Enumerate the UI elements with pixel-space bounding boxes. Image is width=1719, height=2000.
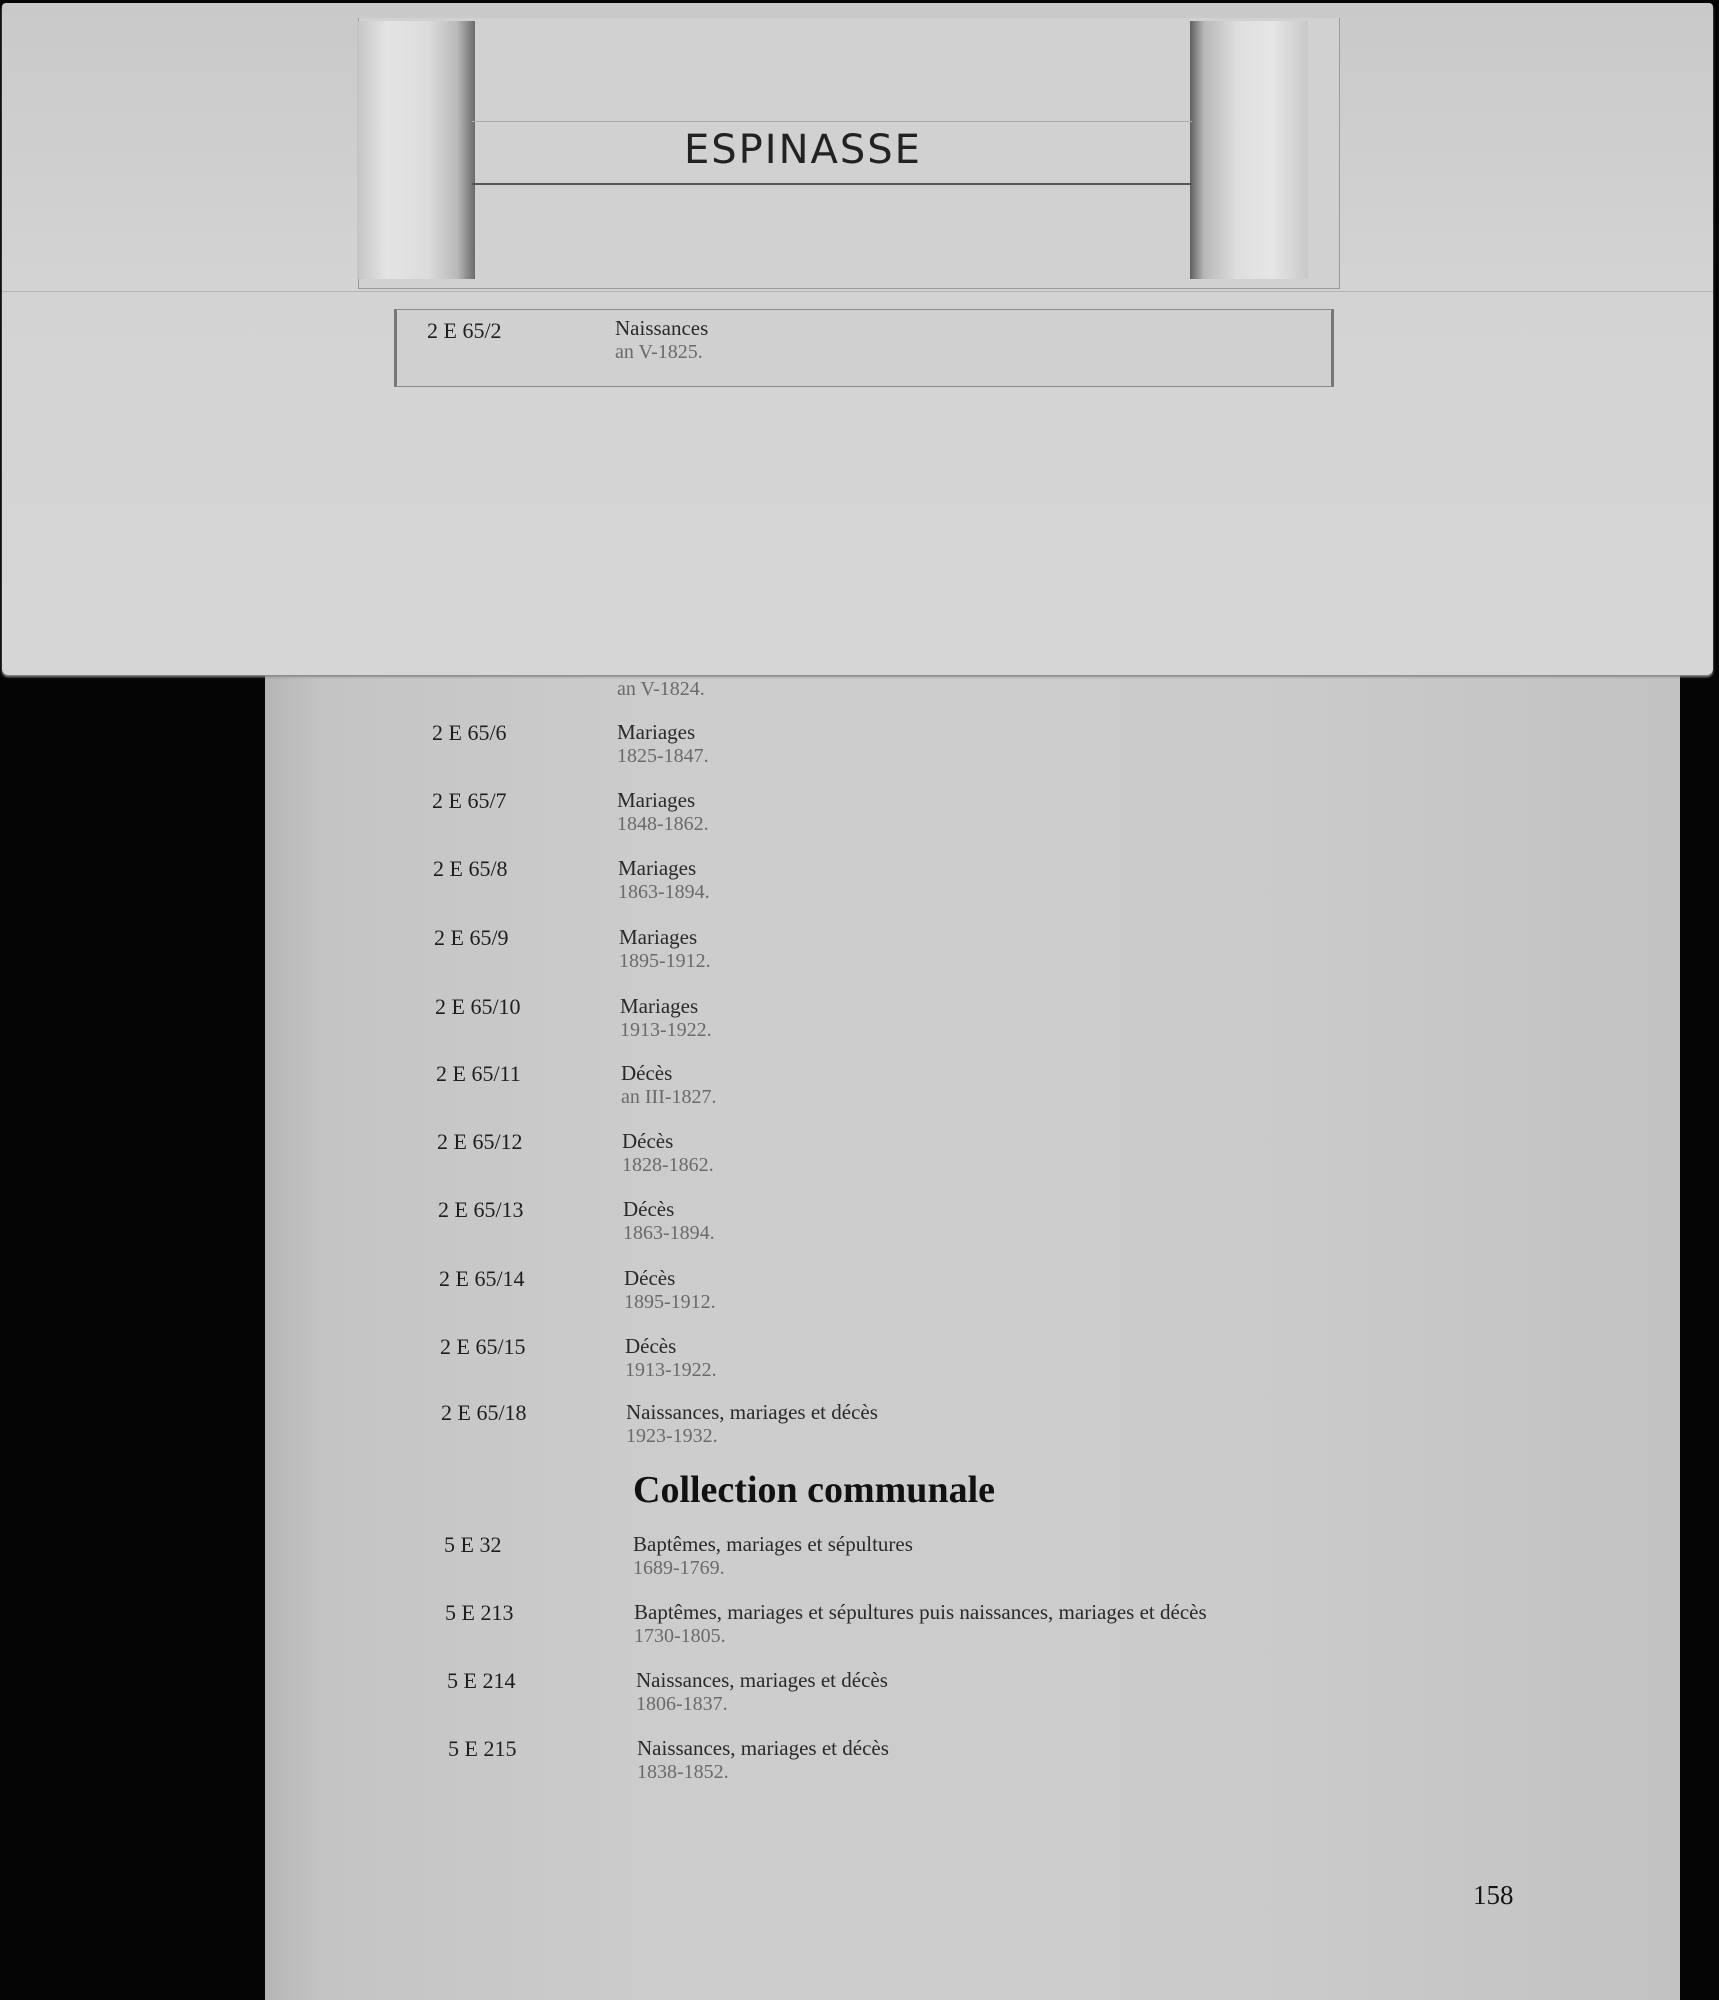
entry-dates: an V-1825. xyxy=(615,341,703,363)
entry-dates: 1730-1805. xyxy=(634,1625,726,1647)
entry-label: Décès xyxy=(624,1266,676,1290)
header-card xyxy=(2,3,1713,675)
entry-code: 2 E 65/13 xyxy=(438,1197,524,1222)
entry-label: Mariages xyxy=(619,925,698,949)
entry-label: Naissances, mariages et décès xyxy=(626,1400,878,1424)
entry-dates: 1913-1922. xyxy=(620,1019,712,1041)
entry-label: Décès xyxy=(623,1197,675,1221)
commune-title: ESPINASSE xyxy=(684,127,922,173)
card-divider xyxy=(2,291,1713,292)
entry-dates: 1863-1894. xyxy=(618,881,710,903)
tape-strip-right xyxy=(1190,21,1308,279)
title-rule-bottom xyxy=(472,183,1192,185)
entry-code: 5 E 215 xyxy=(448,1736,517,1761)
entry-dates: 1689-1769. xyxy=(633,1557,725,1579)
section-title: Collection communale xyxy=(633,1469,996,1511)
entry-dates: 1895-1912. xyxy=(624,1291,716,1313)
entry-code: 2 E 65/9 xyxy=(434,925,509,950)
entry-dates: 1848-1862. xyxy=(617,813,709,835)
entry-label: Baptêmes, mariages et sépultures xyxy=(633,1532,913,1556)
entry-code: 2 E 65/8 xyxy=(433,856,508,881)
entry-label: Décès xyxy=(625,1334,677,1358)
entry-code: 2 E 65/15 xyxy=(440,1334,526,1359)
entry-code: 5 E 213 xyxy=(445,1600,514,1625)
entry-dates: 1838-1852. xyxy=(637,1761,729,1783)
entry-label: Mariages xyxy=(618,856,697,880)
entry-dates: an III-1827. xyxy=(621,1086,717,1108)
entry-dates: 1863-1894. xyxy=(623,1222,715,1244)
entry-code: 2 E 65/18 xyxy=(441,1400,527,1425)
page-number: 158 xyxy=(1473,1880,1514,1910)
entry-label: Mariages xyxy=(620,994,699,1018)
entry-dates: 1923-1932. xyxy=(626,1425,718,1447)
entry-label: Baptêmes, mariages et sépultures puis naissances, mariages et décès xyxy=(634,1600,1207,1624)
entry-dates: 1828-1862. xyxy=(622,1154,714,1176)
entry-code: 2 E 65/14 xyxy=(439,1266,525,1291)
entry-dates: 1895-1912. xyxy=(619,950,711,972)
entry-code: 2 E 65/11 xyxy=(436,1061,521,1086)
partial-dates: an V-1824. xyxy=(617,678,705,700)
entry-code: 2 E 65/7 xyxy=(432,788,507,813)
entry-code: 5 E 32 xyxy=(444,1532,502,1557)
entry-label: Naissances, mariages et décès xyxy=(637,1736,889,1760)
first-entry-box xyxy=(394,309,1334,387)
tape-strip-left xyxy=(357,21,475,279)
entry-code: 2 E 65/10 xyxy=(435,994,521,1019)
entry-dates: 1806-1837. xyxy=(636,1693,728,1715)
entry-label: Décès xyxy=(622,1129,674,1153)
entry-label: Naissances, mariages et décès xyxy=(636,1668,888,1692)
entry-label: Décès xyxy=(621,1061,673,1085)
entry-dates: 1825-1847. xyxy=(617,745,709,767)
entry-label: Mariages xyxy=(617,720,696,744)
entry-dates: 1913-1922. xyxy=(625,1359,717,1381)
entry-code: 2 E 65/12 xyxy=(437,1129,523,1154)
title-rule-top xyxy=(472,121,1192,122)
entry-label: Mariages xyxy=(617,788,696,812)
entry-label: Naissances xyxy=(615,316,709,340)
entry-code: 2 E 65/2 xyxy=(427,318,502,343)
entry-code: 5 E 214 xyxy=(447,1668,516,1693)
entry-code: 2 E 65/6 xyxy=(432,720,507,745)
